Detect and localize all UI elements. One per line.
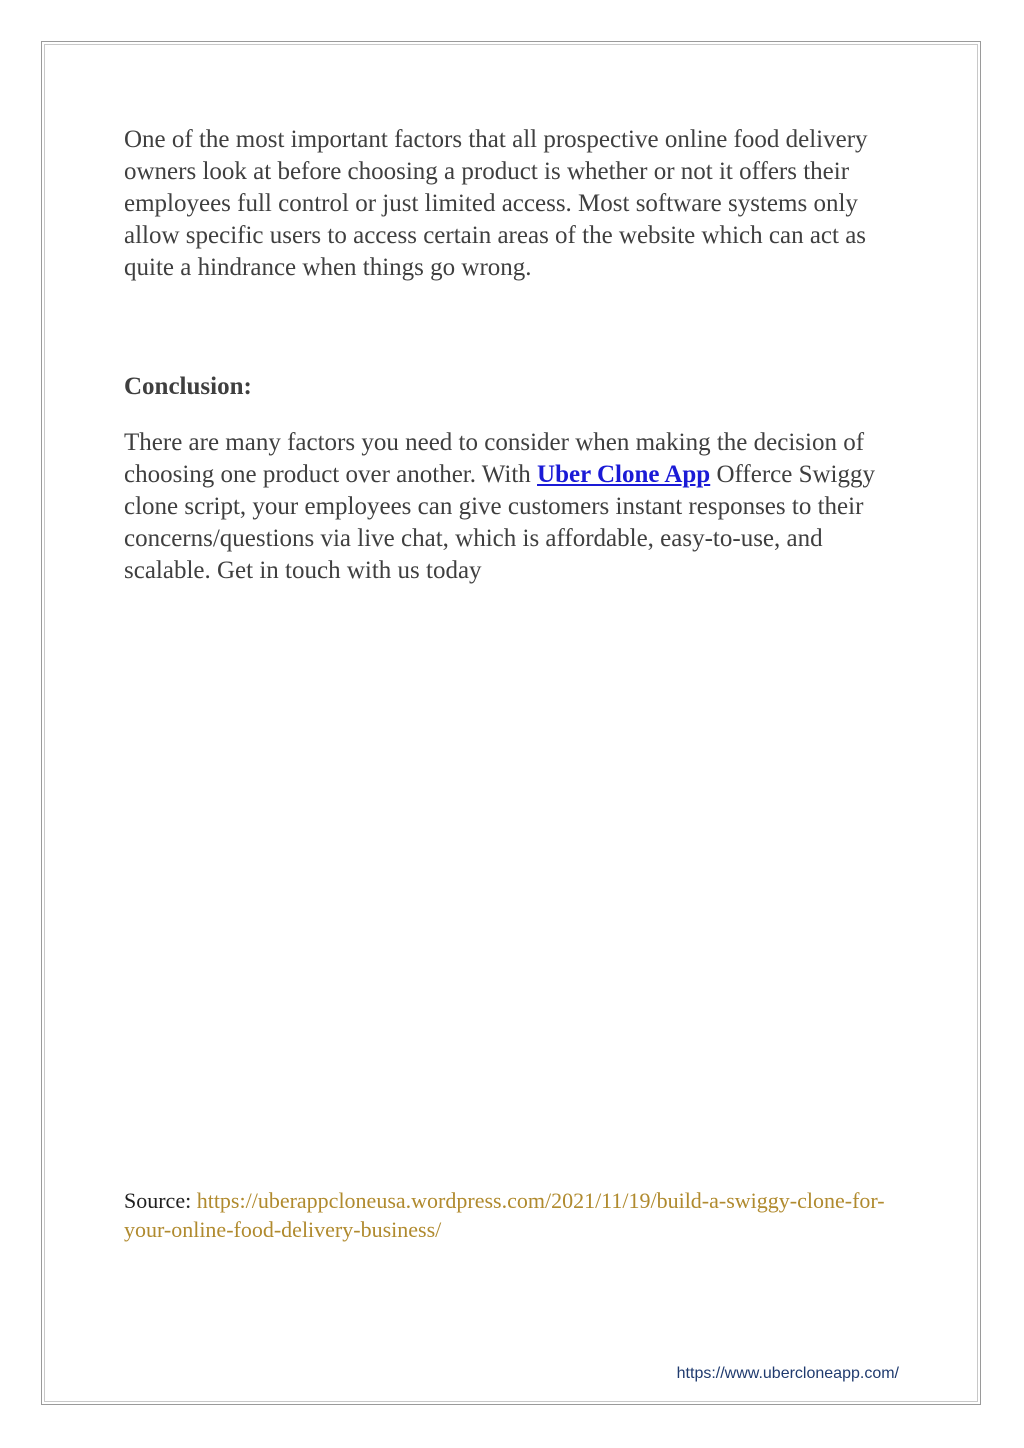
uber-clone-app-link[interactable]: Uber Clone App bbox=[537, 461, 711, 488]
source-label: Source: bbox=[124, 1188, 197, 1213]
source-line bbox=[124, 1186, 914, 1244]
conclusion-paragraph bbox=[124, 427, 914, 587]
conclusion-text-start: There are many factors you need to consider when making the decision of choosing one product over another. With bbox=[124, 429, 865, 488]
footer-website-link[interactable]: https://www.ubercloneapp.com/ bbox=[676, 1365, 899, 1382]
body-paragraph: One of the most important factors that all prospective online food delivery owners look at before choosing a product is whether or not it offers their employees full control or just limited access. Most software systems only allow specific users to access certain areas of the website which can act as quite a hindrance when things go wrong. bbox=[124, 126, 868, 281]
conclusion-heading: Conclusion: bbox=[124, 373, 252, 400]
source-link[interactable]: https://uberappcloneusa.wordpress.com/2021/11/19/build-a-swiggy-clone-for-your-online-food-delivery-business/ bbox=[124, 1188, 885, 1242]
conclusion-text-end: Offerce Swiggy clone script, your employees can give customers instant responses to their concerns/questions via live chat, which is affordable, easy-to-use, and scalable. Get in touch with us today bbox=[124, 461, 875, 584]
